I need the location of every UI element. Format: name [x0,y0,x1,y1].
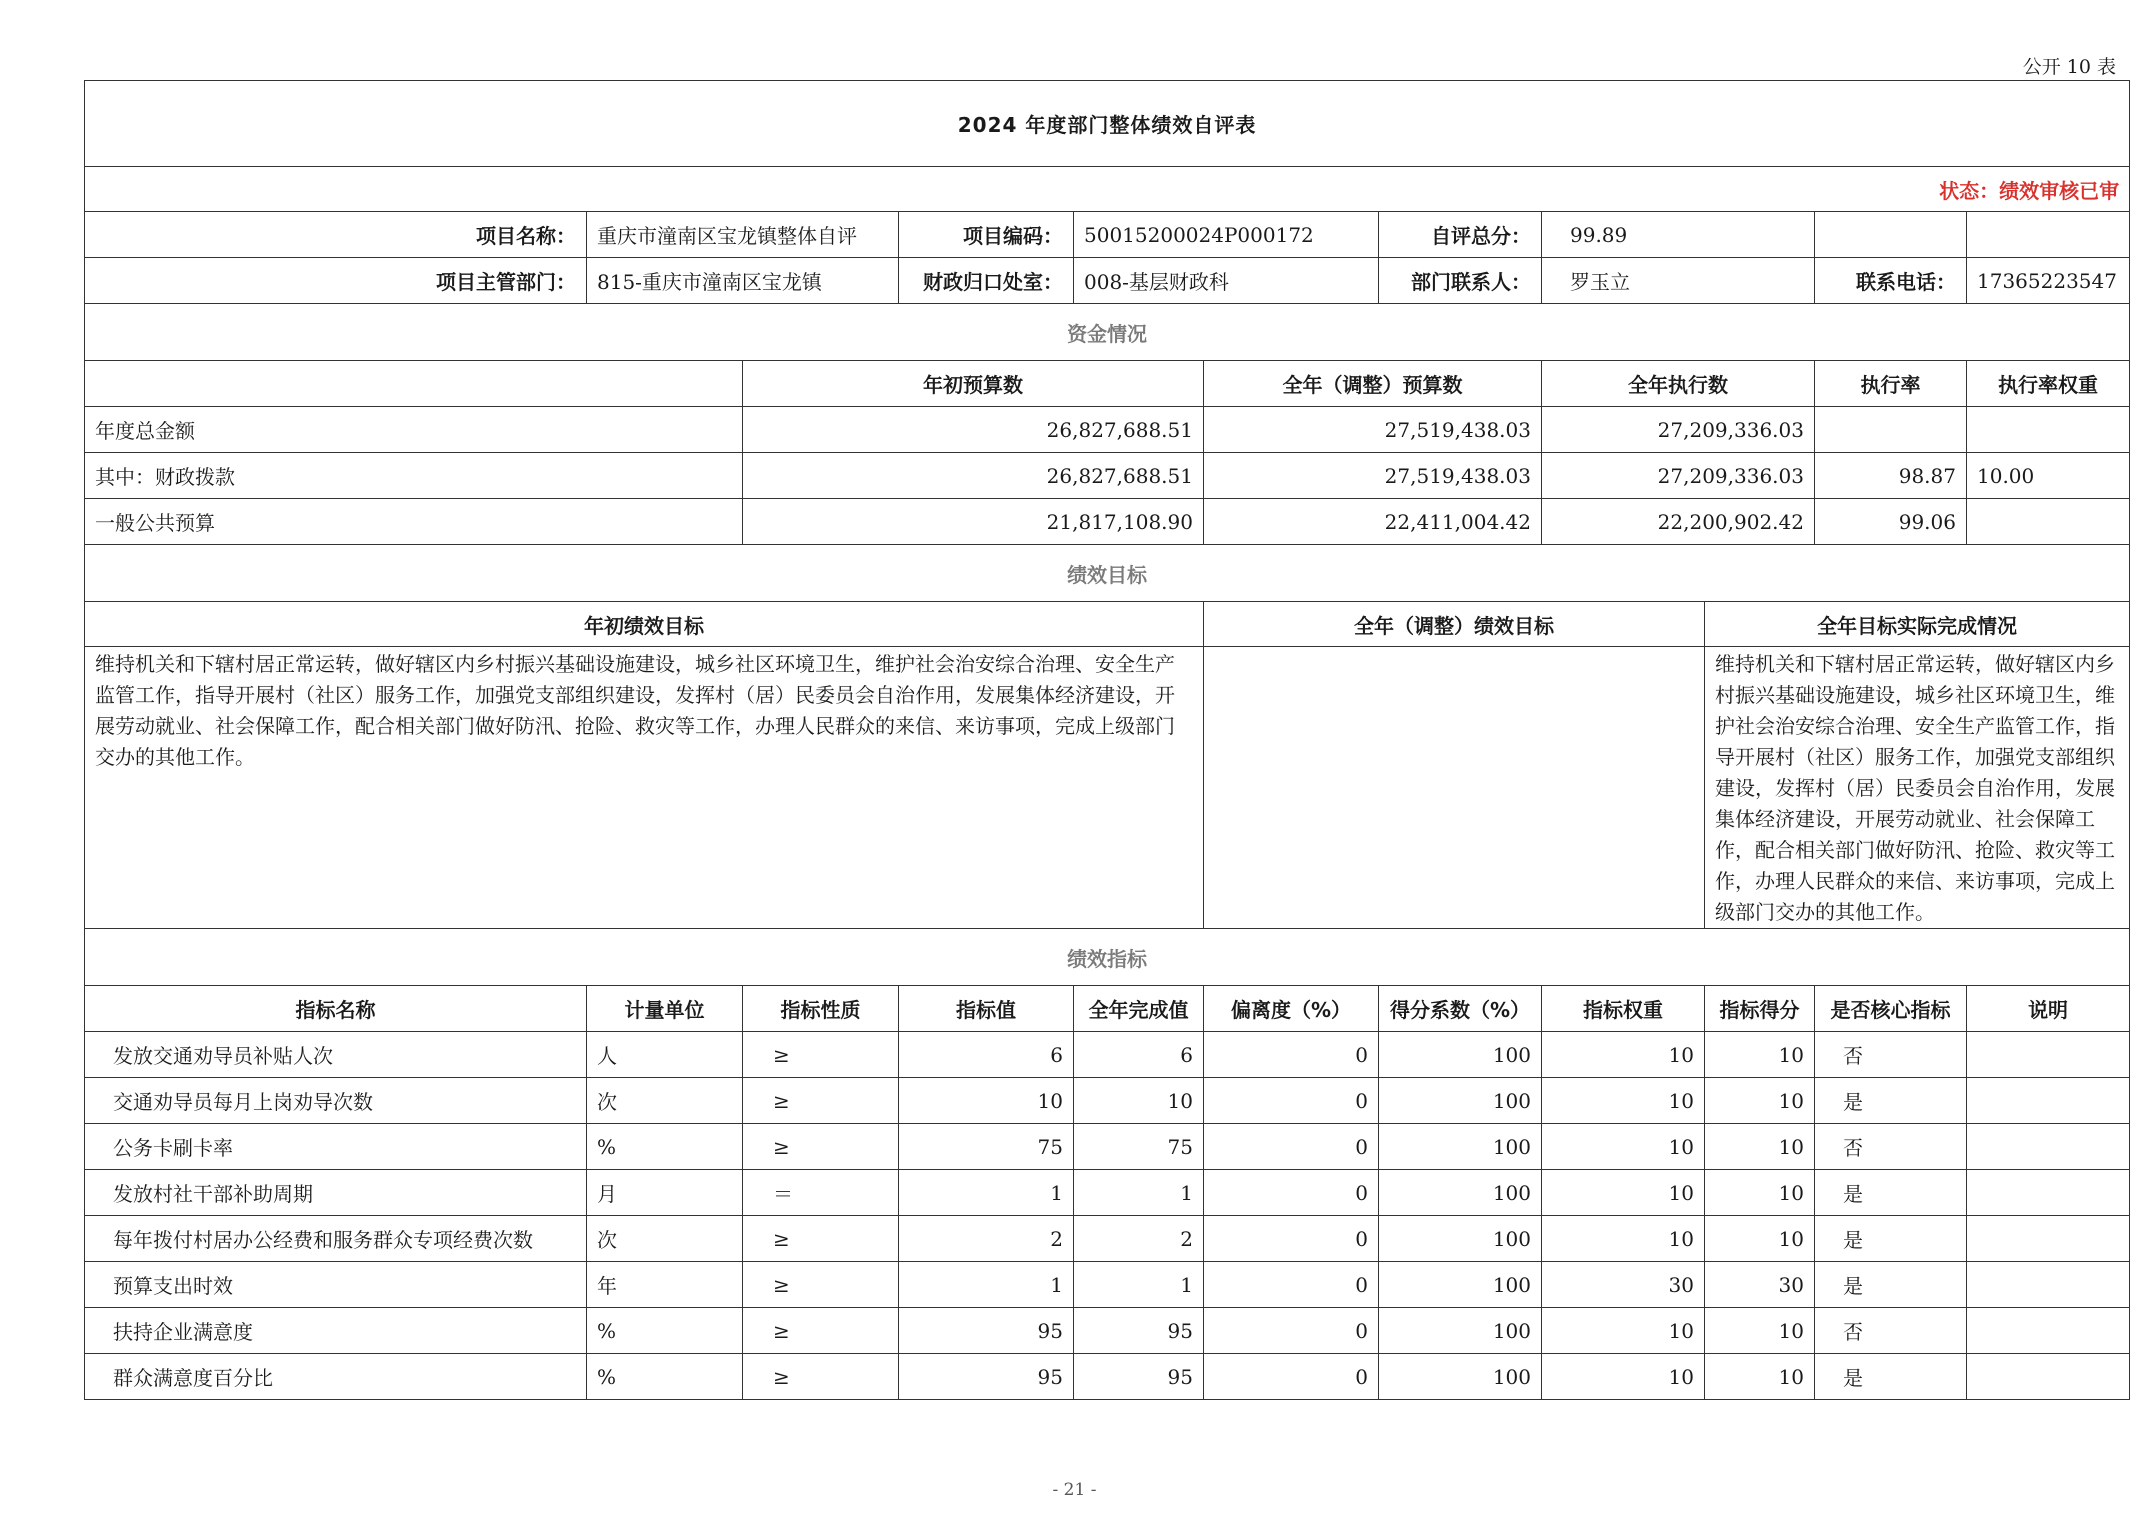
indicator-unit: 月 [587,1170,743,1216]
info-row-1 [85,212,2130,258]
funds-row-initial: 21,817,108.90 [743,499,1204,545]
indicator-weight: 10 [1542,1032,1705,1078]
indicator-note [1967,1032,2130,1078]
funds-row-adjusted: 27,519,438.03 [1204,453,1542,499]
indicator-unit: 年 [587,1262,743,1308]
indicator-weight: 10 [1542,1308,1705,1354]
funds-header-executed: 全年执行数 [1542,361,1815,407]
indicator-coef: 100 [1379,1216,1542,1262]
indicator-nature: ≥ [743,1078,899,1124]
funds-row-name: 其中：财政拨款 [85,453,743,499]
indicator-deviation: 0 [1204,1170,1379,1216]
indicator-nature: ≥ [743,1124,899,1170]
indicator-core: 是 [1815,1262,1967,1308]
indicator-deviation: 0 [1204,1032,1379,1078]
indicator-core: 是 [1815,1170,1967,1216]
goals-content-row [85,647,2130,929]
indicator-row [85,1216,2130,1262]
indicator-weight: 10 [1542,1354,1705,1400]
indicator-row [85,1170,2130,1216]
finance-office-label: 财政归口处室： [899,258,1074,304]
funds-row-executed: 22,200,902.42 [1542,499,1815,545]
indicator-target: 95 [899,1354,1074,1400]
indicator-core: 是 [1815,1078,1967,1124]
funds-header-blank [85,361,743,407]
indicator-target: 75 [899,1124,1074,1170]
funds-row-rate: 98.87 [1815,453,1967,499]
funds-row-rate [1815,407,1967,453]
indicator-target: 2 [899,1216,1074,1262]
indicator-coef: 100 [1379,1170,1542,1216]
indicator-nature: ≥ [743,1216,899,1262]
funds-header-initial: 年初预算数 [743,361,1204,407]
indicator-note [1967,1124,2130,1170]
indicator-actual: 75 [1074,1124,1204,1170]
indicator-coef: 100 [1379,1308,1542,1354]
indicator-core: 否 [1815,1308,1967,1354]
ind-header-weight: 指标权重 [1542,986,1705,1032]
status-badge: 状态：绩效审核已审 [85,167,2130,212]
funds-row-weight [1967,407,2130,453]
indicator-target: 10 [899,1078,1074,1124]
project-code-value: 50015200024P000172 [1074,212,1379,258]
indicator-coef: 100 [1379,1124,1542,1170]
indicator-actual: 2 [1074,1216,1204,1262]
goal-adjusted-text [1204,647,1705,929]
indicator-row [85,1354,2130,1400]
indicator-row [85,1078,2130,1124]
indicator-weight: 10 [1542,1124,1705,1170]
indicator-nature: ≥ [743,1354,899,1400]
funds-section-title: 资金情况 [85,304,2130,361]
indicator-score: 10 [1705,1170,1815,1216]
funds-row-adjusted: 22,411,004.42 [1204,499,1542,545]
indicator-name: 交通劝导员每月上岗劝导次数 [85,1078,587,1124]
indicator-weight: 10 [1542,1216,1705,1262]
indicator-unit: % [587,1124,743,1170]
indicator-name: 公务卡刷卡率 [85,1124,587,1170]
indicator-name: 预算支出时效 [85,1262,587,1308]
indicator-row [85,1308,2130,1354]
indicator-actual: 95 [1074,1308,1204,1354]
funds-row-rate: 99.06 [1815,499,1967,545]
contact-label: 部门联系人： [1379,258,1542,304]
page-tag: 公开 10 表 [2022,56,2116,78]
indicator-score: 10 [1705,1124,1815,1170]
indicator-actual: 95 [1074,1354,1204,1400]
score-value: 99.89 [1542,212,1815,258]
indicator-row [85,1124,2130,1170]
indicator-deviation: 0 [1204,1078,1379,1124]
project-code-label: 项目编码： [899,212,1074,258]
ind-header-actual: 全年完成值 [1074,986,1204,1032]
indicator-coef: 100 [1379,1032,1542,1078]
indicator-score: 10 [1705,1078,1815,1124]
goals-section-title: 绩效目标 [85,545,2130,602]
indicator-actual: 10 [1074,1078,1204,1124]
goal-actual-text: 维持机关和下辖村居正常运转，做好辖区内乡村振兴基础设施建设，城乡社区环境卫生，维护社会治安综合治理、安全生产监管工作，指导开展村（社区）服务工作，加强党支部组织建设，发挥村（居）民委员会自治作用，发展集体经济建设，开展劳动就业、社会保障工作，配合相关部门做好防汛、抢险、救灾等工作，办理人民群众的来信、来访事项，完成上级部门交办的其他工作。 [1705,647,2130,929]
indicator-actual: 6 [1074,1032,1204,1078]
funds-row [85,499,2130,545]
score-label: 自评总分： [1379,212,1542,258]
contact-value: 罗玉立 [1542,258,1815,304]
indicator-note [1967,1354,2130,1400]
indicator-score: 10 [1705,1032,1815,1078]
indicator-actual: 1 [1074,1170,1204,1216]
indicator-row [85,1032,2130,1078]
funds-row-weight [1967,499,2130,545]
funds-row-name: 一般公共预算 [85,499,743,545]
indicator-weight: 10 [1542,1170,1705,1216]
indicator-weight: 30 [1542,1262,1705,1308]
ind-header-core: 是否核心指标 [1815,986,1967,1032]
indicator-unit: % [587,1354,743,1400]
dept-value: 815-重庆市潼南区宝龙镇 [587,258,899,304]
ind-header-coef: 得分系数（%） [1379,986,1542,1032]
ind-header-nature: 指标性质 [743,986,899,1032]
goal-initial-text: 维持机关和下辖村居正常运转，做好辖区内乡村振兴基础设施建设，城乡社区环境卫生，维护社会治安综合治理、安全生产监管工作，指导开展村（社区）服务工作，加强党支部组织建设，发挥村（居）民委员会自治作用，发展集体经济建设，开展劳动就业、社会保障工作，配合相关部门做好防汛、抢险、救灾等工作，办理人民群众的来信、来访事项，完成上级部门交办的其他工作。 [85,647,1204,929]
indicator-name: 发放交通劝导员补贴人次 [85,1032,587,1078]
info-row-2 [85,258,2130,304]
indicator-nature: ≥ [743,1032,899,1078]
indicator-nature: ≥ [743,1262,899,1308]
indicator-weight: 10 [1542,1078,1705,1124]
ind-header-name: 指标名称 [85,986,587,1032]
phone-value: 17365223547 [1967,258,2130,304]
indicator-coef: 100 [1379,1078,1542,1124]
project-name-value: 重庆市潼南区宝龙镇整体自评 [587,212,899,258]
indicator-core: 否 [1815,1124,1967,1170]
funds-header-row [85,361,2130,407]
funds-row-executed: 27,209,336.03 [1542,453,1815,499]
indicators-header-row [85,986,2130,1032]
indicators-body [85,1032,2130,1400]
goals-header-row [85,602,2130,647]
indicator-unit: 人 [587,1032,743,1078]
indicator-core: 是 [1815,1354,1967,1400]
indicator-unit: % [587,1308,743,1354]
goals-header-adjusted: 全年（调整）绩效目标 [1204,602,1705,647]
indicator-actual: 1 [1074,1262,1204,1308]
funds-header-weight: 执行率权重 [1967,361,2130,407]
indicator-coef: 100 [1379,1354,1542,1400]
indicators-section-title: 绩效指标 [85,929,2130,986]
funds-row-adjusted: 27,519,438.03 [1204,407,1542,453]
empty-cell [1967,212,2130,258]
indicator-deviation: 0 [1204,1262,1379,1308]
indicator-score: 10 [1705,1354,1815,1400]
funds-header-adjusted: 全年（调整）预算数 [1204,361,1542,407]
finance-office-value: 008-基层财政科 [1074,258,1379,304]
indicator-nature: ＝ [743,1170,899,1216]
indicator-target: 1 [899,1170,1074,1216]
ind-header-unit: 计量单位 [587,986,743,1032]
indicator-nature: ≥ [743,1308,899,1354]
indicator-score: 30 [1705,1262,1815,1308]
indicator-target: 95 [899,1308,1074,1354]
indicator-name: 每年拨付村居办公经费和服务群众专项经费次数 [85,1216,587,1262]
self-evaluation-table [84,80,2130,1400]
indicator-coef: 100 [1379,1262,1542,1308]
indicator-core: 是 [1815,1216,1967,1262]
indicator-unit: 次 [587,1216,743,1262]
indicator-target: 1 [899,1262,1074,1308]
empty-cell [1815,212,1967,258]
indicator-note [1967,1216,2130,1262]
indicator-name: 发放村社干部补助周期 [85,1170,587,1216]
funds-row [85,453,2130,499]
funds-row-name: 年度总金额 [85,407,743,453]
indicator-deviation: 0 [1204,1308,1379,1354]
funds-row-initial: 26,827,688.51 [743,453,1204,499]
indicator-note [1967,1308,2130,1354]
indicator-note [1967,1170,2130,1216]
indicator-deviation: 0 [1204,1354,1379,1400]
indicator-score: 10 [1705,1216,1815,1262]
funds-row [85,407,2130,453]
dept-label: 项目主管部门： [85,258,587,304]
indicator-deviation: 0 [1204,1124,1379,1170]
indicator-target: 6 [899,1032,1074,1078]
phone-label: 联系电话： [1815,258,1967,304]
indicator-core: 否 [1815,1032,1967,1078]
goals-header-initial: 年初绩效目标 [85,602,1204,647]
ind-header-score: 指标得分 [1705,986,1815,1032]
indicator-name: 扶持企业满意度 [85,1308,587,1354]
funds-row-initial: 26,827,688.51 [743,407,1204,453]
ind-header-deviation: 偏离度（%） [1204,986,1379,1032]
indicator-note [1967,1078,2130,1124]
funds-header-rate: 执行率 [1815,361,1967,407]
goals-header-actual: 全年目标实际完成情况 [1705,602,2130,647]
page-number: - 21 - [1052,1480,1097,1500]
indicator-unit: 次 [587,1078,743,1124]
page-title: 2024 年度部门整体绩效自评表 [85,81,2130,167]
funds-row-executed: 27,209,336.03 [1542,407,1815,453]
funds-row-weight: 10.00 [1967,453,2130,499]
ind-header-target: 指标值 [899,986,1074,1032]
ind-header-note: 说明 [1967,986,2130,1032]
project-name-label: 项目名称： [85,212,587,258]
indicator-deviation: 0 [1204,1216,1379,1262]
indicator-score: 10 [1705,1308,1815,1354]
indicator-note [1967,1262,2130,1308]
indicator-name: 群众满意度百分比 [85,1354,587,1400]
indicator-row [85,1262,2130,1308]
